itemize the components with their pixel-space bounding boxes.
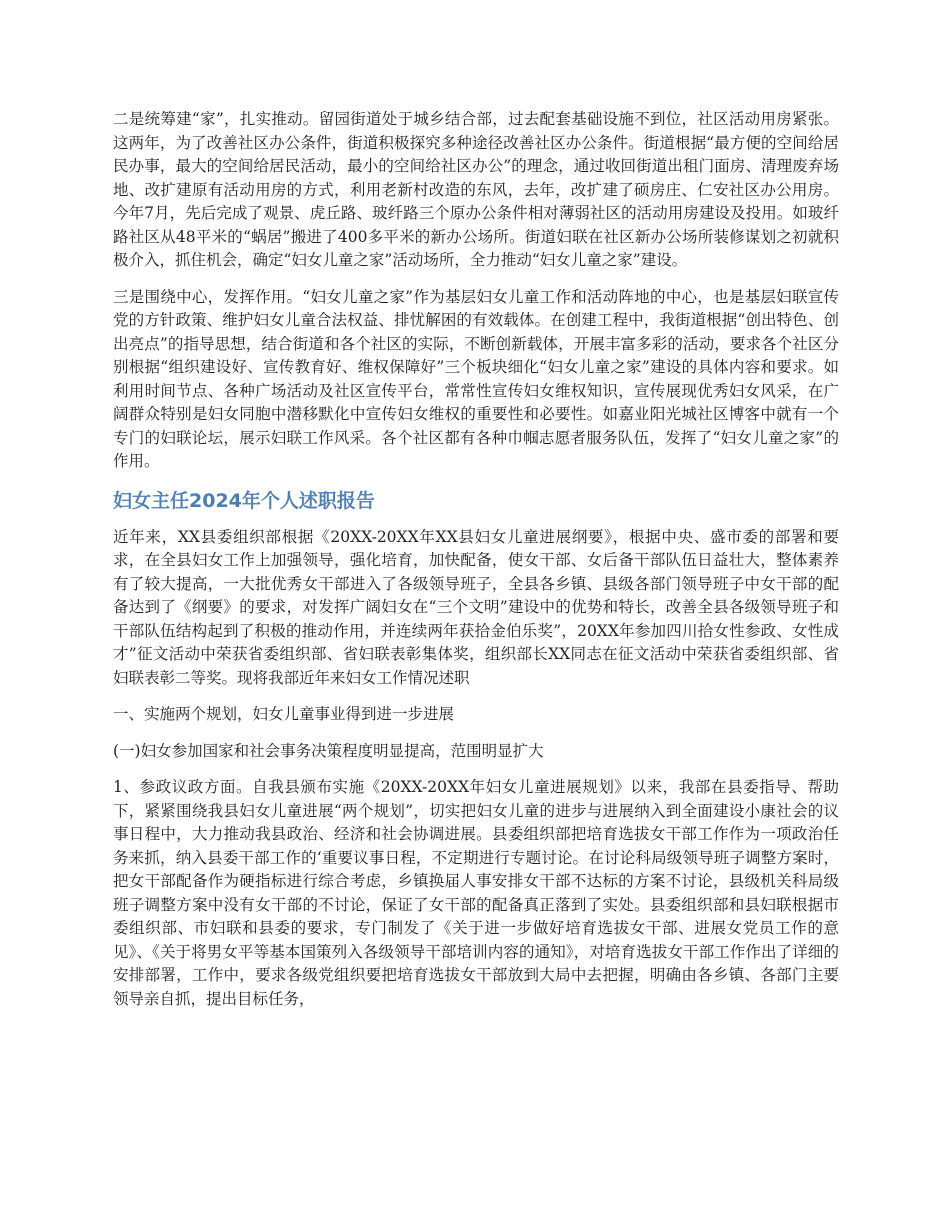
section-heading-two-plans: 一、实施两个规划，妇女儿童事业得到进一步进展 [113, 705, 455, 723]
paragraph-political-participation: 1、参政议政方面。自我县颁布实施《20XX-20XX年妇女儿童进展规划》以来，我部在县委指导、帮助下，紧紧围绕我县妇女儿童进展“两个规划”，切实把妇女儿童的进步与进展纳入到全面建设小康社会的议事日程中，大力推动我县政治、经济和社会协调进展。县委组织部把培育选拔女干部工作作为一项政治任务来抓，纳入县委干部工作的‘重要议事日程，不定期进行专题讨论。在讨论科局级领导班子调整方案时，把女干部配备作为硬指标进行综合考虑，乡镇换届人事安排女干部不达标的方案不讨论，县级机关科局级班子调整方案中没有女干部的不讨论，保证了女干部的配备真正落到了实处。县委组织部和县妇联根据市委组织部、市妇联和县委的要求，专门制发了《关于进一步做好培育选拔女干部、进展女党员工作的意见》、《关于将男女平等基本国策列入各级领导干部培训内容的通知》，对培育选拔女干部工作作出了详细的安排部署，工作中，要求各级党组织要把培育选拔女干部放到大局中去把握，明确由各乡镇、各部门主要领导亲自抓，提出目标任务， [113, 778, 839, 1008]
paragraph-centering-role: 三是围绕中心，发挥作用。“妇女儿童之家”作为基层妇女儿童工作和活动阵地的中心，也是基层妇联宣传党的方针政策、维护妇女儿童合法权益、排忧解困的有效载体。在创建工程中，我街道根据“创出特色、创出亮点”的指导思想，结合街道和各个社区的实际，不断创新载体，开展丰富多彩的活动，要求各个社区分别根据“组织建设好、宣传教育好、维权保障好”三个板块细化“妇女儿童之家”建设的具体内容和要求。如利用时间节点、各种广场活动及社区宣传平台，常常性宣传妇女维权知识，宣传展现优秀妇女风采，在广阔群众特别是妇女同胞中潜移默化中宣传妇女维权的重要性和必要性。如嘉业阳光城社区博客中就有一个专门的妇联论坛，展示妇联工作风采。各个社区都有各种巾帼志愿者服务队伍，发挥了“妇女儿童之家”的作用。 [113, 287, 839, 470]
paragraph-introduction: 近年来，XX县委组织部根据《20XX-20XX年XX县妇女儿童进展纲要》，根据中央、盛市委的部署和要求，在全县妇女工作上加强领导，强化培育，加快配备，使女干部、女后备干部队伍日益壮大，整体素养有了较大提高，一大批优秀女干部进入了各级领导班子，全县各乡镇、县级各部门领导班子中女干部的配备达到了《纲要》的要求，对发挥广阔妇女在“三个文明”建设中的优势和特长，改善全县各级领导班子和干部队伍结构起到了积极的推动作用，并连续两年获拾金伯乐奖”，20XX年参加四川拾女性参政、女性成才”征文活动中荣获省委组织部、省妇联表彰集体奖，组织部长XX同志在征文活动中荣获省委组织部、省妇联表彰二等奖。现将我部近年来妇女工作情况述职 [113, 527, 839, 687]
report-heading: 妇女主任2024年个人述职报告 [113, 489, 375, 512]
document-page [113, 108, 839, 1024]
subsection-heading-participation: (一)妇女参加国家和社会事务决策程度明显提高，范围明显扩大 [113, 741, 544, 760]
paragraph-unified-home-building: 二是统筹建“家”，扎实推动。留园街道处于城乡结合部，过去配套基础设施不到位，社区活动用房紧张。这两年，为了改善社区办公条件，街道积极探究多种途径改善社区办公条件。街道根据“最方便的空间给居民办事，最大的空间给居民活动，最小的空间给社区办公”的理念，通过收回街道出租门面房、清理废弃场地、改扩建原有活动用房的方式，利用老新村改造的东风，去年，改扩建了硕房庄、仁安社区办公用房。今年7月，先后完成了观景、虎丘路、玻纤路三个原办公条件相对薄弱社区的活动用房建设及投用。如玻纤路社区从48平米的“蜗居”搬进了400多平米的新办公场所。街道妇联在社区新办公场所装修谋划之初就积极介入，抓住机会，确定“妇女儿童之家”活动场所，全力推动“妇女儿童之家”建设。 [113, 110, 839, 269]
